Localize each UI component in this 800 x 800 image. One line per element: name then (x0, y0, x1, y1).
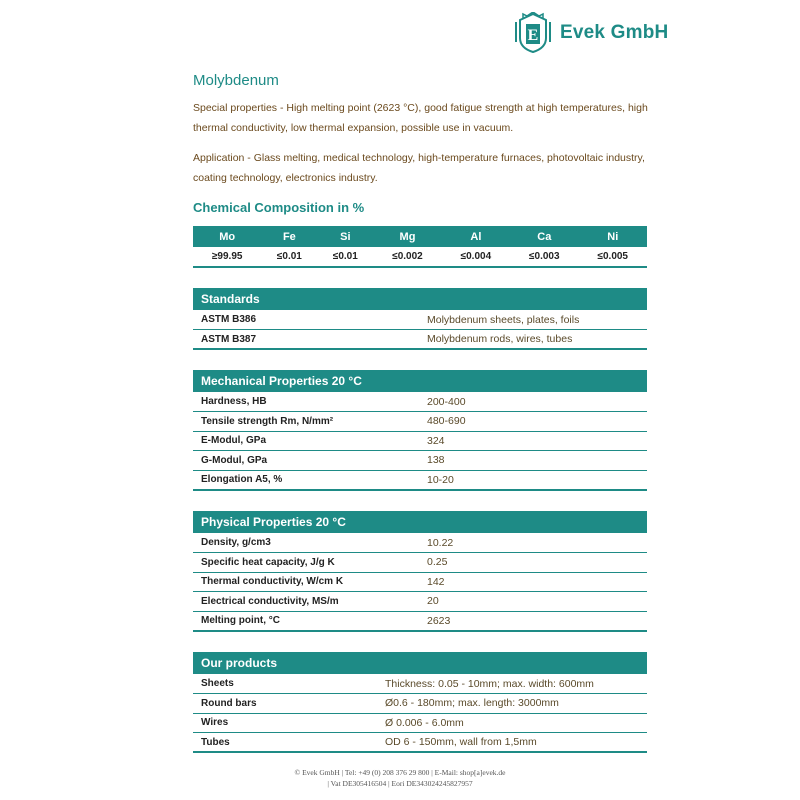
table-row (193, 611, 647, 631)
row-label: Elongation A5, % (193, 470, 427, 490)
chem-value-cell: ≤0.005 (579, 247, 648, 267)
products-header: Our products (193, 652, 647, 674)
physical-header: Physical Properties 20 °C (193, 511, 647, 533)
products-table (193, 652, 647, 753)
brand-logo (514, 12, 668, 54)
row-value: 200-400 (427, 392, 647, 412)
row-label: Round bars (193, 694, 385, 714)
table-row (193, 733, 647, 753)
row-value: 480-690 (427, 412, 647, 432)
table-row (193, 330, 647, 350)
chemical-composition-title: Chemical Composition in % (193, 200, 365, 215)
row-value: Molybdenum sheets, plates, foils (427, 310, 647, 330)
chem-header-cell: Ni (579, 226, 648, 247)
row-value: 10.22 (427, 533, 647, 553)
row-value: 2623 (427, 611, 647, 631)
table-row (193, 713, 647, 733)
row-label: Specific heat capacity, J/g K (193, 553, 427, 573)
table-row (193, 694, 647, 714)
row-value: Ø 0.006 - 6.0mm (385, 713, 647, 733)
chem-header-cell: Fe (261, 226, 317, 247)
row-label: Wires (193, 713, 385, 733)
row-label: ASTM B387 (193, 330, 427, 350)
chem-header-cell: Si (317, 226, 373, 247)
row-label: Thermal conductivity, W/cm K (193, 572, 427, 592)
row-label: ASTM B386 (193, 310, 427, 330)
chem-header-cell: Mo (193, 226, 261, 247)
row-label: G-Modul, GPa (193, 451, 427, 471)
chem-value-cell: ≤0.01 (317, 247, 373, 267)
table-row (193, 470, 647, 490)
physical-properties-table (193, 511, 647, 632)
row-label: Density, g/cm3 (193, 533, 427, 553)
row-value: 142 (427, 572, 647, 592)
chem-header-cell: Ca (510, 226, 578, 247)
table-row (193, 392, 647, 412)
standards-table (193, 288, 647, 350)
row-value: Ø0.6 - 180mm; max. length: 3000mm (385, 694, 647, 714)
row-value: 138 (427, 451, 647, 471)
logo-letter: E (527, 27, 539, 44)
row-value: 0.25 (427, 553, 647, 573)
crest-icon (514, 12, 552, 54)
row-label: Sheets (193, 674, 385, 694)
mechanical-header: Mechanical Properties 20 °C (193, 370, 647, 392)
row-value: 20 (427, 592, 647, 612)
application-text: Application - Glass melting, medical technology, high-temperature furnaces, photovoltaic industry, coating technology, electronics industry. (193, 152, 645, 184)
table-row (193, 533, 647, 553)
row-label: Melting point, °C (193, 611, 427, 631)
table-row (193, 451, 647, 471)
table-row (193, 310, 647, 330)
row-value: 10-20 (427, 470, 647, 490)
table-row (193, 572, 647, 592)
row-label: E-Modul, GPa (193, 431, 427, 451)
chem-header-cell: Al (442, 226, 510, 247)
chem-value-cell: ≥99.95 (193, 247, 261, 267)
row-label: Tensile strength Rm, N/mm² (193, 412, 427, 432)
table-row (193, 592, 647, 612)
chem-value-cell: ≤0.003 (510, 247, 578, 267)
chemical-composition-table (193, 226, 647, 268)
chem-value-cell: ≤0.004 (442, 247, 510, 267)
table-row (193, 412, 647, 432)
special-properties-text: Special properties - High melting point (2623 °C), good fatigue strength at high temperatures, high thermal conductivity, low thermal expansion, possible use in vacuum. (193, 102, 648, 134)
standards-header: Standards (193, 288, 647, 310)
row-label: Electrical conductivity, MS/m (193, 592, 427, 612)
table-row (193, 553, 647, 573)
page-title: Molybdenum (193, 72, 279, 89)
table-row (193, 674, 647, 694)
row-value: Thickness: 0.05 - 10mm; max. width: 600mm (385, 674, 647, 694)
row-label: Hardness, HB (193, 392, 427, 412)
footer-line-1: © Evek GmbH | Tel: +49 (0) 208 376 29 800 | E-Mail: shop[a]evek.de (294, 768, 506, 777)
row-value: OD 6 - 150mm, wall from 1,5mm (385, 733, 647, 753)
footer-line-2: | Vat DE305416504 | Eori DE343024245827957 (327, 779, 473, 788)
brand-name: Evek GmbH (560, 22, 669, 43)
row-value: 324 (427, 431, 647, 451)
chem-value-cell: ≤0.01 (261, 247, 317, 267)
mechanical-properties-table (193, 370, 647, 491)
chem-value-cell: ≤0.002 (373, 247, 441, 267)
table-row (193, 431, 647, 451)
footer (0, 767, 800, 789)
chem-header-cell: Mg (373, 226, 441, 247)
row-value: Molybdenum rods, wires, tubes (427, 330, 647, 350)
row-label: Tubes (193, 733, 385, 753)
